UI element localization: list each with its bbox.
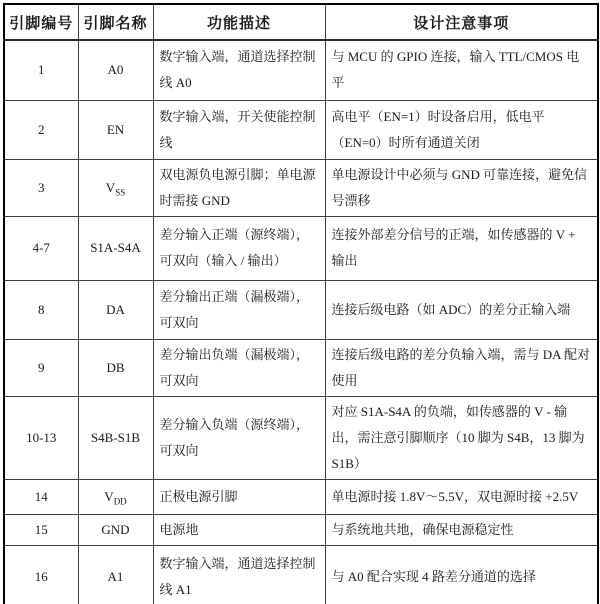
notes-cell: 连接后级电路的差分负输入端，需与 DA 配对使用 <box>325 339 598 396</box>
table-row <box>4 339 598 396</box>
function-cell: 双电源负电源引脚；单电源时需接 GND <box>153 159 325 216</box>
pin-name-cell <box>78 280 153 339</box>
table-header-row <box>4 4 598 40</box>
pin-name-base: DA <box>106 301 125 317</box>
pin-number-cell: 14 <box>4 479 78 514</box>
table-row <box>4 216 598 280</box>
pin-name-cell <box>78 339 153 396</box>
pin-number-cell: 16 <box>4 545 78 604</box>
table-row <box>4 545 598 604</box>
pin-name-base: V <box>105 179 116 195</box>
table-row <box>4 514 598 545</box>
table-row <box>4 40 598 100</box>
pin-name-base: A1 <box>107 568 124 584</box>
pin-number-cell: 1 <box>4 40 78 100</box>
notes-cell: 单电源时接 1.8V～5.5V，双电源时接 +2.5V <box>325 479 598 514</box>
header-design-notes: 设计注意事项 <box>325 4 598 40</box>
pin-description-table <box>3 3 599 604</box>
pin-number-cell: 4-7 <box>4 216 78 280</box>
pin-name-base: S1A-S4A <box>90 240 141 255</box>
pin-number-cell: 2 <box>4 100 78 159</box>
pin-name-cell <box>78 545 153 604</box>
pin-name-base: S4B-S1B <box>90 429 141 445</box>
pin-name-base: DB <box>106 359 125 375</box>
pin-name-cell <box>78 216 153 280</box>
header-function: 功能描述 <box>153 4 325 40</box>
pin-number-cell: 9 <box>4 339 78 396</box>
pin-number-cell: 8 <box>4 280 78 339</box>
table-row <box>4 280 598 339</box>
pin-name-subscript: DD <box>113 496 127 507</box>
table-row <box>4 159 598 216</box>
header-pin-number: 引脚编号 <box>4 4 78 40</box>
table-row <box>4 100 598 159</box>
notes-cell: 与 A0 配合实现 4 路差分通道的选择 <box>325 545 598 604</box>
pin-number-cell: 10-13 <box>4 396 78 479</box>
notes-cell: 连接后级电路（如 ADC）的差分正输入端 <box>325 280 598 339</box>
function-cell: 差分输入正端（源终端），可双向（输入 / 输出） <box>153 216 325 280</box>
notes-cell: 对应 S1A-S4A 的负端，如传感器的 V - 输出，需注意引脚顺序（10 脚为 S4B，13 脚为 S1B） <box>325 396 598 479</box>
pin-name-cell <box>78 479 153 514</box>
pin-name-cell <box>78 100 153 159</box>
table-row <box>4 479 598 514</box>
table-row <box>4 396 598 479</box>
pin-number-cell: 15 <box>4 514 78 545</box>
notes-cell: 与 MCU 的 GPIO 连接，输入 TTL/CMOS 电平 <box>325 40 598 100</box>
notes-cell: 单电源设计中必须与 GND 可靠连接，避免信号漂移 <box>325 159 598 216</box>
notes-cell: 与系统地共地，确保电源稳定性 <box>325 514 598 545</box>
pin-name-cell <box>78 40 153 100</box>
pin-name-base: V <box>104 488 114 504</box>
pin-name-base: GND <box>101 521 130 537</box>
pin-name-base: A0 <box>107 62 124 78</box>
pin-table-body <box>4 40 598 604</box>
pin-name-cell <box>78 514 153 545</box>
pin-name-subscript: SS <box>115 187 126 198</box>
function-cell: 差分输出负端（漏极端），可双向 <box>153 339 325 396</box>
pin-number-cell: 3 <box>4 159 78 216</box>
function-cell: 数字输入端，通道选择控制线 A0 <box>153 40 325 100</box>
notes-cell: 高电平（EN=1）时设备启用，低电平（EN=0）时所有通道关闭 <box>325 100 598 159</box>
function-cell: 正极电源引脚 <box>153 479 325 514</box>
function-cell: 差分输入负端（源终端），可双向 <box>153 396 325 479</box>
function-cell: 数字输入端，开关使能控制线 <box>153 100 325 159</box>
function-cell: 差分输出正端（漏极端），可双向 <box>153 280 325 339</box>
header-pin-name: 引脚名称 <box>78 4 153 40</box>
pin-name-cell <box>78 159 153 216</box>
function-cell: 数字输入端，通道选择控制线 A1 <box>153 545 325 604</box>
pin-name-base: EN <box>106 121 125 137</box>
pin-name-cell <box>78 396 153 479</box>
notes-cell: 连接外部差分信号的正端，如传感器的 V + 输出 <box>325 216 598 280</box>
function-cell: 电源地 <box>153 514 325 545</box>
